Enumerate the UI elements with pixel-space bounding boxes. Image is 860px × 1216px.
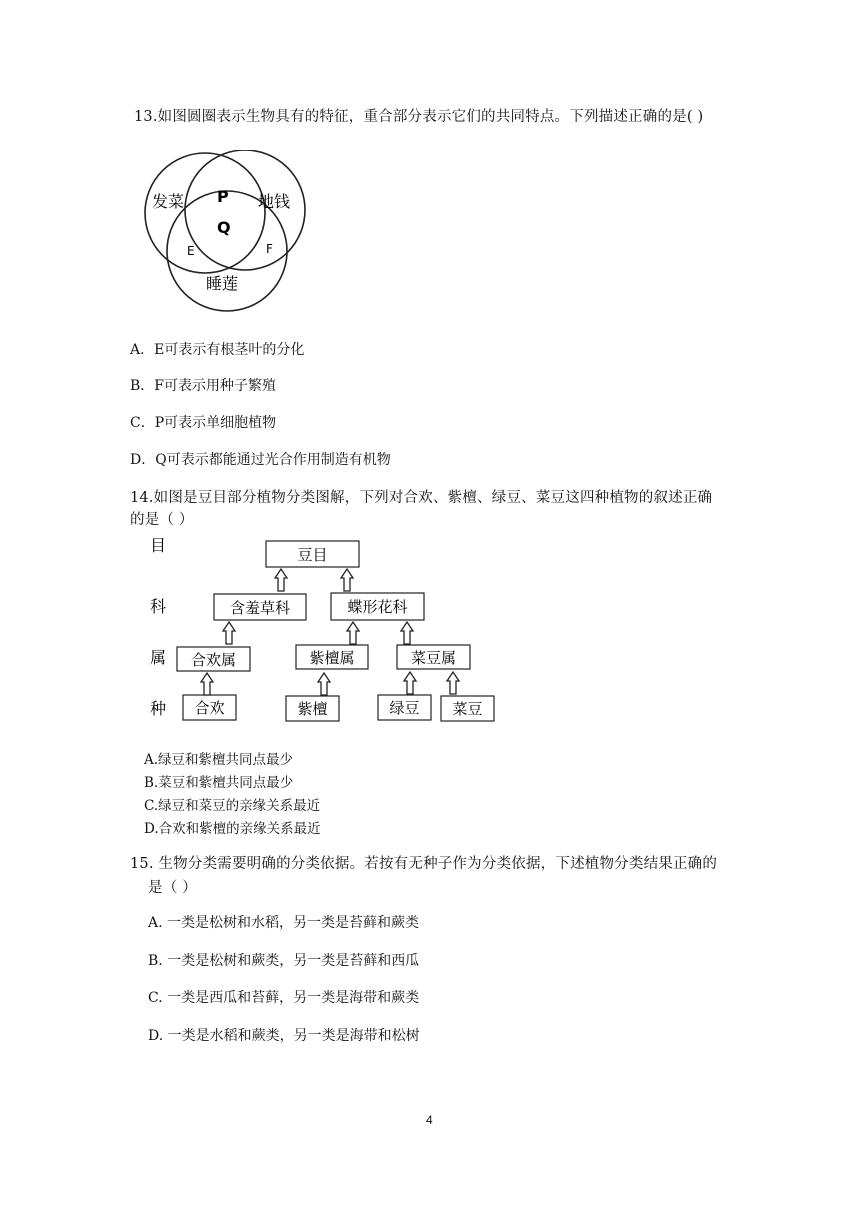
- venn-label-f: F: [266, 242, 273, 256]
- arrow-genus1-to-family1: [223, 622, 235, 644]
- node-genus-3-label: 菜豆属: [410, 649, 457, 667]
- q15-option-a: A. 一类是松树和水稻，另一类是苔藓和蕨类: [148, 915, 420, 931]
- node-species-4-label: 菜豆: [452, 700, 483, 718]
- q14-option-c: C.绿豆和菜豆的亲缘关系最近: [144, 798, 321, 814]
- rank-species: 种: [150, 699, 167, 718]
- arrow-species4-to-genus3: [447, 672, 459, 694]
- rank-genus: 属: [150, 648, 167, 667]
- node-species-2-label: 紫檀: [297, 700, 328, 718]
- q13-option-d: D．Q可表示都能通过光合作用制造有机物: [130, 452, 391, 468]
- q15-option-b: B. 一类是松树和蕨类，另一类是苔藓和西瓜: [148, 953, 420, 969]
- q14-option-a: A.绿豆和紫檀共同点最少: [144, 752, 294, 768]
- arrow-genus2-to-family2: [347, 622, 359, 644]
- q14-option-d: D.合欢和紫檀的亲缘关系最近: [144, 821, 321, 837]
- arrow-family1-to-order: [275, 569, 287, 591]
- venn-label-q: Q: [217, 218, 231, 237]
- arrow-genus3-to-family2: [401, 622, 413, 644]
- venn-label-e: E: [187, 244, 195, 258]
- venn-label-p: P: [217, 187, 229, 206]
- node-genus-2-label: 紫檀属: [309, 649, 355, 667]
- q13-stem: 13.如图圆圈表示生物具有的特征，重合部分表示它们的共同特点。下列描述正确的是( ): [134, 109, 704, 125]
- classification-tree: [140, 530, 510, 725]
- venn-label-a: 发菜: [152, 192, 185, 211]
- arrow-species1-to-genus1: [201, 673, 213, 695]
- node-species-3-label: 绿豆: [389, 699, 420, 717]
- q14-stem-line2: 的是（ ）: [130, 512, 194, 528]
- rank-family: 科: [150, 597, 167, 616]
- rank-order: 目: [150, 536, 167, 555]
- q13-option-c: C．P可表示单细胞植物: [130, 415, 277, 431]
- arrow-family2-to-order: [341, 569, 353, 591]
- q15-stem-line2: 是（ ）: [148, 880, 197, 896]
- q14-option-b: B.菜豆和紫檀共同点最少: [144, 775, 294, 791]
- q15-stem-line1: 15. 生物分类需要明确的分类依据。若按有无种子作为分类依据，下述植物分类结果正确的: [130, 856, 718, 872]
- q15-option-d: D. 一类是水稻和蕨类，另一类是海带和松树: [148, 1028, 420, 1044]
- arrow-species2-to-genus2: [318, 673, 330, 695]
- node-family-2-label: 蝶形花科: [347, 598, 408, 616]
- q13-option-a: A．E可表示有根茎叶的分化: [130, 342, 305, 358]
- node-order-label: 豆目: [297, 546, 328, 564]
- arrow-species3-to-genus3: [404, 672, 416, 694]
- q14-stem-line1: 14.如图是豆目部分植物分类图解，下列对合欢、紫檀、绿豆、菜豆这四种植物的叙述正确: [130, 490, 713, 506]
- q13-option-b: B．F可表示用种子繁殖: [130, 378, 277, 394]
- node-species-1-label: 合欢: [194, 699, 225, 717]
- venn-label-c: 睡莲: [206, 274, 239, 293]
- node-genus-1-label: 合欢属: [190, 651, 237, 669]
- page-number: 4: [426, 1113, 433, 1127]
- venn-diagram: [130, 150, 320, 315]
- node-family-1-label: 含羞草科: [229, 599, 291, 617]
- q15-option-c: C. 一类是西瓜和苔藓，另一类是海带和蕨类: [148, 990, 420, 1006]
- venn-label-b: 地钱: [258, 192, 291, 211]
